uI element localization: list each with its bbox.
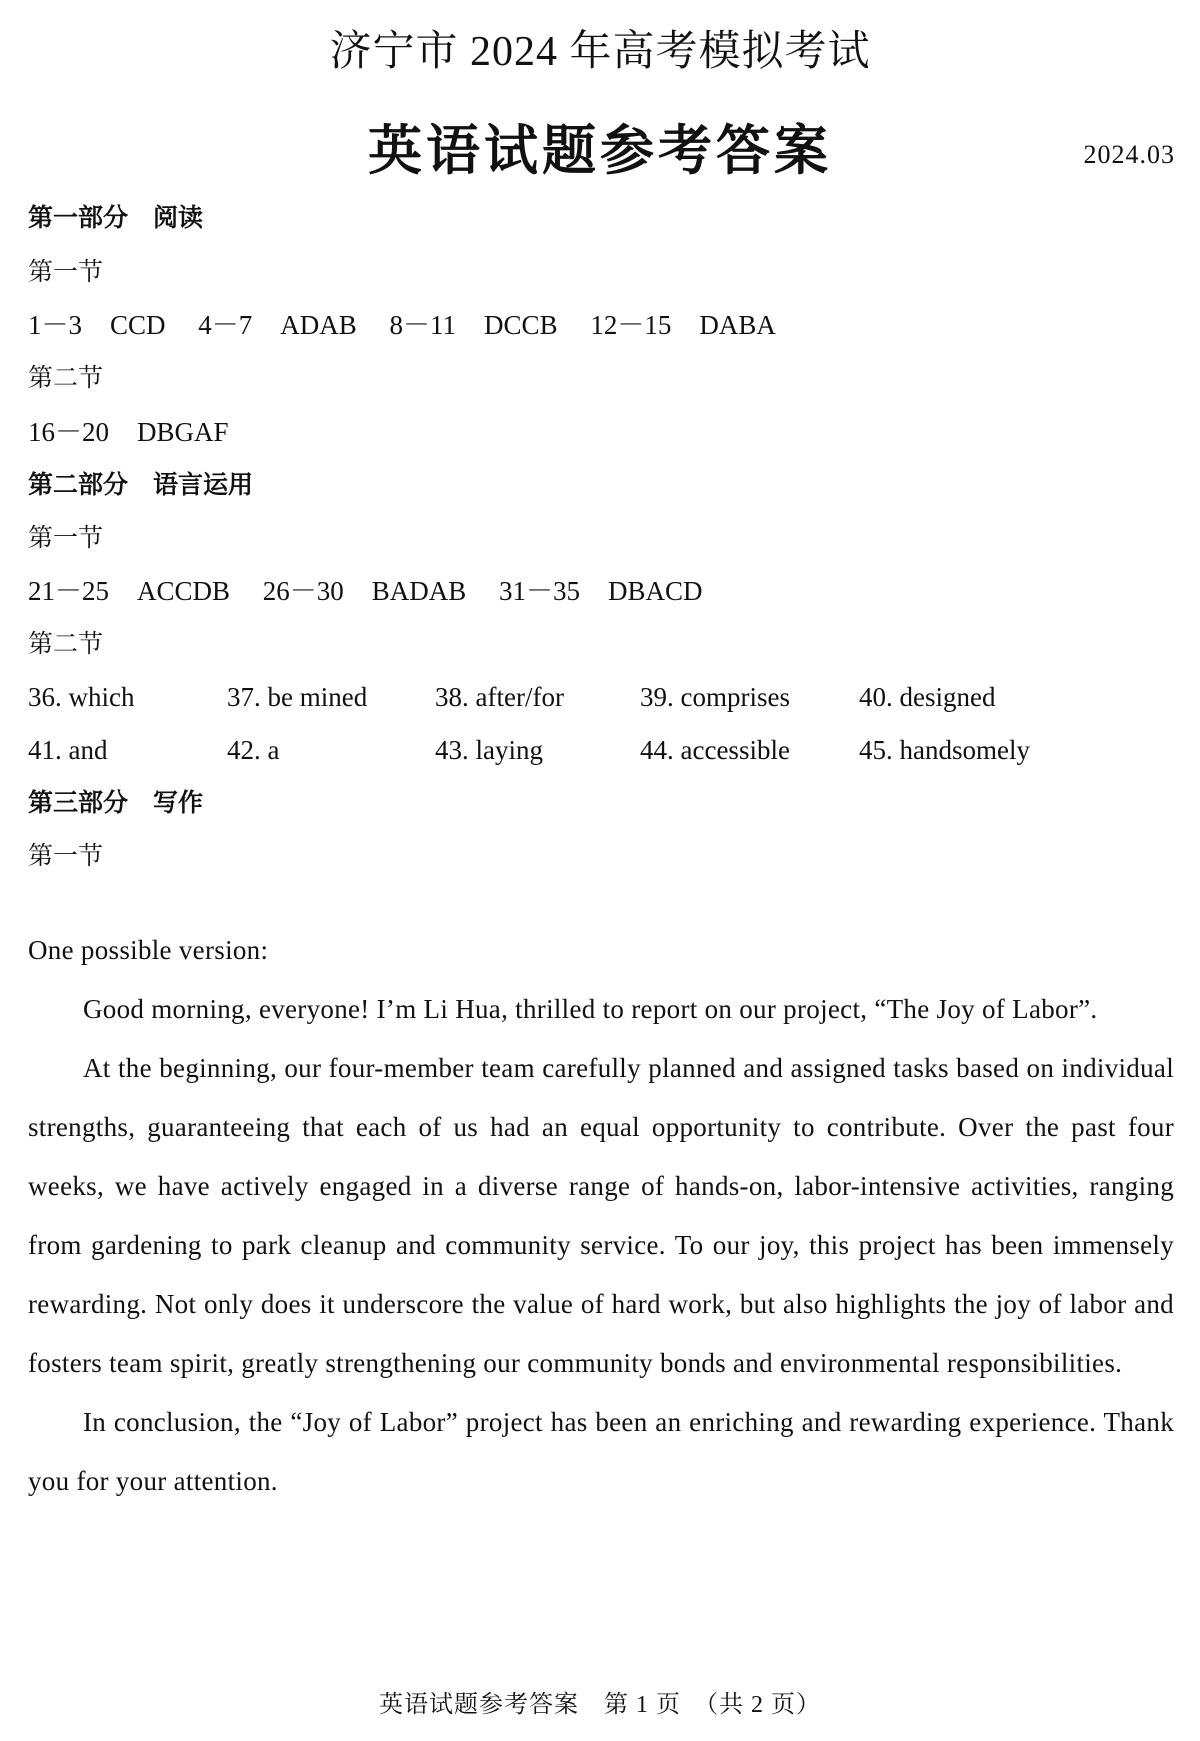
answer-range: 12－15 — [590, 310, 672, 340]
part2-sec1-answers — [28, 573, 729, 609]
answer-range: 31－35 — [499, 576, 581, 606]
fill-in-row-1 — [28, 679, 1178, 715]
essay-intro: One possible version: — [28, 935, 269, 965]
fill-in-answer: 36. which — [28, 682, 135, 712]
page-footer: 英语试题参考答案 第 1 页 （共 2 页） — [379, 1692, 821, 1718]
exam-title: 济宁市 2024 年高考模拟考试 — [329, 29, 871, 75]
answer-key: DBACD — [608, 576, 703, 606]
document-date: 2024.03 — [1083, 140, 1175, 169]
essay-paragraph: At the beginning, our four-member team carefully planned and assigned tasks based on individual strengths, guaranteeing that each of us had an equal opportunity to contribute. Over the past four weeks, we have actively engaged in a diverse range of hands-on, labor-intensive activities, ranging from gardening to park cleanup and community service. To our joy, this project has been immensely rewarding. Not only does it underscore the value of hard work, but also highlights the joy of labor and fosters team spirit, greatly strengthening our community bonds and environmental responsibilities. — [28, 1053, 1174, 1378]
fill-in-answer: 45. handsomely — [859, 735, 1030, 765]
answer-range: 21－25 — [28, 576, 109, 606]
fill-in-answer: 44. accessible — [640, 735, 790, 765]
part3-heading: 第三部分 写作 — [28, 788, 204, 817]
fill-in-answer: 41. and — [28, 735, 108, 765]
answer-range: 26－30 — [262, 576, 344, 606]
part1-sec2-label: 第二节 — [28, 363, 104, 392]
part1-sec1-answers — [28, 307, 802, 343]
fill-in-row-2 — [28, 732, 1178, 768]
part2-sec2-label: 第二节 — [28, 629, 104, 658]
document-title: 英语试题参考答案 — [368, 119, 832, 182]
fill-in-answer: 37. be mined — [227, 682, 368, 712]
sample-essay — [28, 935, 1174, 1511]
fill-in-answer: 39. comprises — [640, 682, 790, 712]
essay-paragraph: In conclusion, the “Joy of Labor” project has been an enriching and rewarding experience. Thank you for your attention. — [28, 1407, 1174, 1496]
fill-in-answer: 43. laying — [435, 735, 543, 765]
answer-key: DBGAF — [137, 417, 229, 447]
part1-sec1-label: 第一节 — [28, 257, 104, 286]
answer-range: 8－11 — [389, 310, 457, 340]
answer-key: DCCB — [484, 310, 558, 340]
answer-key: BADAB — [371, 576, 467, 606]
answer-key: CCD — [110, 310, 166, 340]
answer-key: DABA — [699, 310, 776, 340]
part2-sec1-label: 第一节 — [28, 523, 104, 552]
answer-key: ACCDB — [137, 576, 231, 606]
essay-paragraph: Good morning, everyone! I’m Li Hua, thrilled to report on our project, “The Joy of Labor”. — [83, 994, 1098, 1024]
answer-range: 16－20 — [28, 417, 109, 447]
answer-range: 4－7 — [198, 310, 253, 340]
fill-in-answer: 42. a — [227, 735, 280, 765]
part1-heading: 第一部分 阅读 — [28, 203, 204, 232]
answer-key: ADAB — [280, 310, 357, 340]
part2-heading: 第二部分 语言运用 — [28, 470, 254, 499]
fill-in-answer: 40. designed — [859, 682, 996, 712]
answer-range: 1－3 — [28, 310, 82, 340]
part3-sec1-label: 第一节 — [28, 841, 104, 870]
fill-in-answer: 38. after/for — [435, 682, 564, 712]
part1-sec2-answers — [28, 414, 255, 450]
